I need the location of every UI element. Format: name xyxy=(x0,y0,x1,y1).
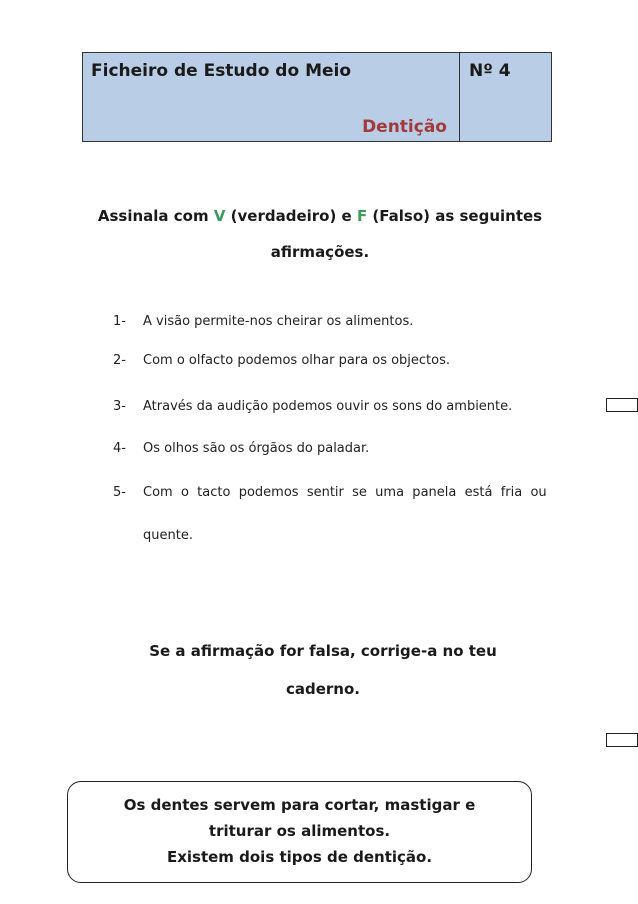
instruction-v-text: (verdadeiro) e xyxy=(225,207,357,225)
statement-text: A visão permite-nos cheirar os alimentos. xyxy=(143,314,414,329)
instruction-text xyxy=(90,198,550,270)
sheet-number: Nº 4 xyxy=(469,61,511,81)
header-box xyxy=(82,52,552,142)
statement-number: 4- xyxy=(113,441,126,456)
header-divider xyxy=(459,53,460,141)
statement-text: Os olhos são os órgãos do paladar. xyxy=(143,441,370,456)
f-letter: F xyxy=(356,207,368,225)
instruction-f-text: (Falso) as seguintes xyxy=(367,207,543,225)
info-line-3: Existem dois tipos de dentição. xyxy=(166,848,433,866)
statement-number: 1- xyxy=(113,314,126,329)
v-letter: V xyxy=(213,207,226,225)
instruction-prefix: Assinala com xyxy=(97,207,214,225)
info-box xyxy=(67,781,532,883)
statement-2 xyxy=(113,353,450,368)
sheet-title: Ficheiro de Estudo do Meio xyxy=(91,61,352,81)
info-line-1: Os dentes servem para cortar, mastigar e xyxy=(123,796,476,814)
correction-line1: Se a afirmação for falsa, corrige-a no teu xyxy=(149,642,497,660)
statement-text: quente. xyxy=(143,528,193,543)
sheet-subtitle: Dentição xyxy=(362,117,447,137)
statement-5 xyxy=(113,485,547,500)
statement-1 xyxy=(113,314,413,329)
statement-text: Através da audição podemos ouvir os sons do ambiente. xyxy=(143,399,513,414)
statement-text: Com o olfacto podemos olhar para os objectos. xyxy=(143,353,451,368)
instruction-line2: afirmações. xyxy=(270,243,370,261)
answer-box[interactable] xyxy=(606,733,638,747)
statement-number: 2- xyxy=(113,353,126,368)
info-line-2: triturar os alimentos. xyxy=(208,822,391,840)
correction-line2: caderno. xyxy=(285,680,360,698)
statement-5-continuation xyxy=(113,528,193,543)
statement-number: 5- xyxy=(113,485,126,500)
answer-box[interactable] xyxy=(606,398,638,412)
correction-instruction xyxy=(118,632,528,708)
statement-3 xyxy=(113,399,512,414)
statement-text: Com o tacto podemos sentir se uma panela está fria ou xyxy=(143,485,547,500)
statement-number: 3- xyxy=(113,399,126,414)
statement-4 xyxy=(113,441,369,456)
